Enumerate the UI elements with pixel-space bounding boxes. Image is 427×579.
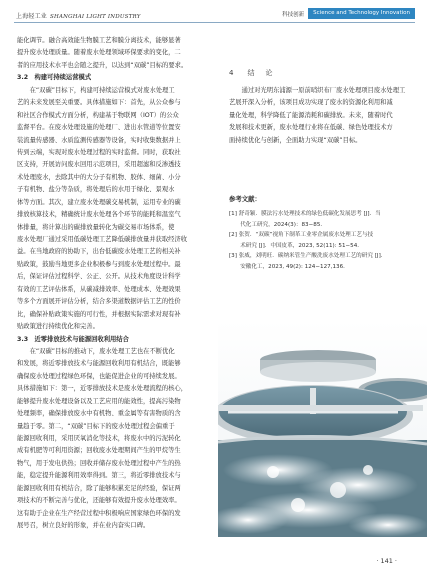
text-line: [1] 舒奇颖．膜法污水处理技术的绿色低碳化发展思考 [J]．当 — [229, 211, 381, 217]
text-line: 有效的工艺评估体系，从碳减排效率、处理成本、处理效果 — [17, 285, 181, 293]
text-line: 安徽化工，2023, 49(2): 124−127,136． — [229, 263, 349, 270]
conclusion-title: 结 论 — [247, 69, 275, 77]
text-line: 成有机肥等可利用资源；回收废水处理期间产生的甲烷等生 — [17, 447, 181, 455]
text-line: 提升废水处理质量。随着废水处理领域环保要求的变化，二 — [17, 49, 181, 57]
text-line: 艺展开深入分析，该项目成功实现了废水的资源化利用和减 — [229, 99, 393, 107]
text-line: 能化调节。融合高效能生物膜工艺和膜分离技术，能够显著 — [17, 37, 181, 44]
conclusion-body — [229, 85, 413, 147]
text-line: 子有机物、盐分等杂质，将处理后的水用于绿化、景观水 — [17, 186, 175, 194]
conclusion-number: 4 — [229, 69, 236, 77]
left-column-text — [17, 35, 210, 533]
text-line: 能够提升废水处理设备以及工艺应用的能效性，提高污染物 — [17, 397, 181, 405]
text-line: 3.2 构建可持续运营模式 — [17, 74, 92, 82]
text-line: 确保废水处理过程绿色环保，也能促进企业的可持续发展。 — [17, 372, 181, 380]
text-line: 术处理废水，去除其中的大分子有机物、胶体、细菌、小分 — [17, 173, 181, 181]
text-line: 面持续优化与创新，全面助力实现“双碳”目标。 — [229, 136, 362, 144]
text-line: 这有助于企业在生产经营过程中积极响应国家绿色环保的发 — [17, 509, 181, 517]
text-line: 和社区合作模式方面分析，构建基于物联网（IOT）的公众 — [17, 111, 179, 119]
text-line: 通过对光明东浦源一原前哨织布厂废水处理项目废水处理工 — [229, 87, 406, 94]
text-line: 具体措施如下：第一，近零排放技术是废水处理流程的核心， — [17, 385, 188, 393]
text-line: 物气，用于发电供热；回收并储存废水处理过程中产生的热 — [17, 459, 181, 467]
text-line: 展号召，树立良好的形象，并在业内奋实口碑。 — [17, 522, 150, 530]
text-line: 监督平台。在废水处理设施的处理厂、进出水管道等位置安 — [17, 124, 181, 132]
text-line: 装流量传感器、水质监测传感器等设备，实时收集数据并上 — [17, 136, 181, 144]
journal-header — [16, 11, 141, 20]
text-line: 排放核算技术，精确统计废水处理各个环节的能耗和温室气 — [17, 211, 181, 219]
text-line: 在“双碳”目标下，构建可持续运营模式对废水处理工 — [17, 86, 175, 94]
text-line: 发展和技术更新，废水处理行业将在低碳、绿色处理技术方 — [229, 124, 393, 132]
text-line: 能源回收利用，采用厌氧消化等技术，将废水中的污泥转化 — [17, 435, 181, 442]
text-line: 贴政策进行持续优化和完善。 — [17, 323, 99, 331]
text-line: 等多个方面展开评估分析，结合多渠道数据评估工艺的性价 — [17, 298, 181, 306]
text-line: [2] 张贺．“双碳”视角下制革工业零企属废水处理工艺与技 — [229, 232, 374, 239]
page-number: · 141 · — [376, 557, 397, 565]
text-line: 艺的未来发展至关重要。具体措施如下：首先，从公众参与 — [17, 99, 181, 107]
text-line: 贴政策，鼓励当地更多企业积极参与到废水处理过程中。最 — [17, 260, 181, 268]
text-line: 后，保证评估过程科学、公正、公开。从技术角度设计科学 — [17, 273, 181, 281]
text-line: 在“双碳”目标的推动下，废水处理工艺也在不断优化 — [17, 347, 175, 355]
text-line: 者的应用技术水平也会随之提升，以达到“双碳”目标的要求。 — [17, 61, 188, 69]
references-title: 参考文献： — [229, 195, 261, 203]
wastewater-plant-photo — [218, 320, 427, 537]
column-name-cn: 科技创新 — [282, 11, 305, 18]
column-header — [282, 8, 415, 19]
text-line: 处理频率，确保排放废水中有机物、重金属等有害物质的含 — [17, 410, 181, 418]
text-line: 3.3 近零排放技术与能源回收利用结合 — [17, 335, 129, 343]
text-line: [3] 张威，刘明旺．碳纳米管生产酸洗废水处理工艺的研究 [J]． — [229, 253, 387, 260]
text-line: 体排量，将计算出的碳排放量转化为碳交易市场体系，使 — [17, 223, 175, 231]
conclusion-heading — [229, 68, 274, 78]
journal-name-cn: 上海轻工业 — [16, 13, 48, 20]
text-line: 代化工研究，2024(3)：83−85． — [229, 221, 327, 228]
text-line: 和发展，将近零排放技术与能源回收利用有机结合，既能够 — [17, 360, 181, 368]
text-line: 传到云端，实现对废水处理过程的实时监督。同时，获取社 — [17, 148, 181, 156]
references-list — [229, 209, 414, 273]
text-line: 能源回收利用有机结合，除了能够积累充足的经验，保证两 — [17, 484, 181, 492]
text-line: 项技术的不断完善与优化，还能够有效提升废水处理效率。 — [17, 497, 181, 505]
text-line: 术研究 [J]．中国皮革，2023, 52(11): 51−54． — [229, 242, 363, 249]
text-line: 量趋于零。第二，“双碳”目标下的废水处理过程会偏重于 — [17, 422, 175, 430]
text-line: 废水处理厂通过采用低碳处理工艺降低碳排放量并获取经济收 — [17, 236, 188, 243]
text-line: 体等方面。其次，建立废水处理碳交易机制，运用专业的碳 — [17, 198, 181, 206]
header-rule — [14, 22, 415, 23]
text-line: 能，稳定提升能源利用效率得到。第三，将近零排放技术与 — [17, 472, 181, 480]
text-line: 益。在当地政府的协助下，出台低碳废水处理工艺的相关补 — [17, 248, 181, 256]
text-line: 量化处理，科学降低了能源消耗和碳排放。未来，随着时代 — [229, 111, 393, 119]
text-line: 比，确保补贴政策实施的可行性，并根据实际需求对现有补 — [17, 310, 181, 318]
column-name-en: Science and Technology Innovation — [308, 8, 415, 19]
journal-name-en: SHANGHAI LIGHT INDUSTRY — [50, 14, 141, 20]
text-line: 区支持，开展访问废水回用示范项目，采用超滤和反渗透技 — [17, 161, 181, 169]
